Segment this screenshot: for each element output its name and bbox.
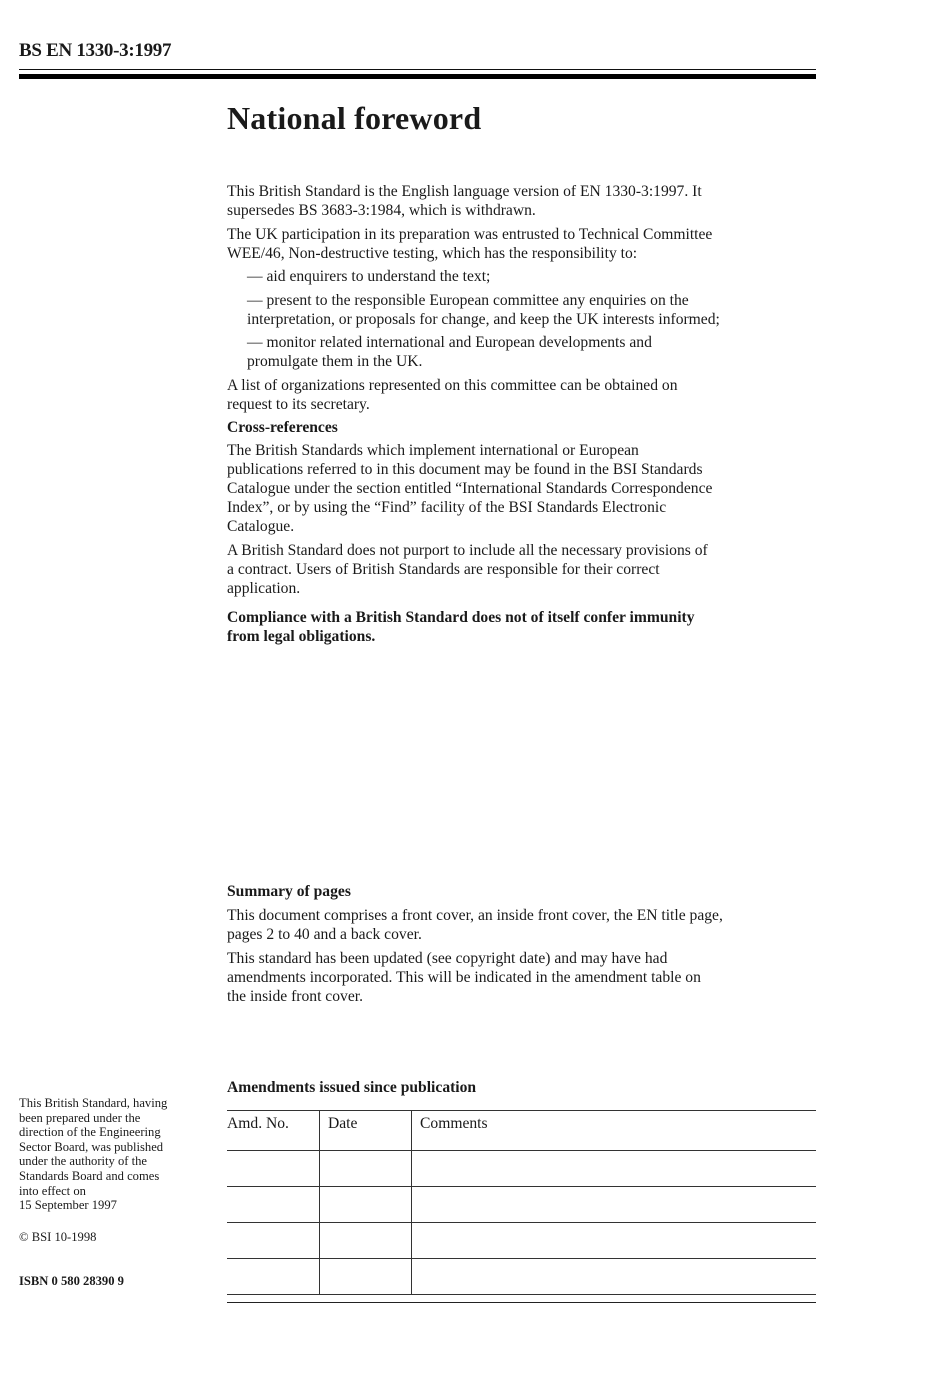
paragraph-cross-references: The British Standards which implement international or European publications referred to in this document may be found in the BSI Standards Catalogue under the section entitled “International Standards Correspondence Index”, or by using the “Find” facility of the BSI Standards Electronic Catalogue.: [227, 442, 713, 535]
compliance-notice: Compliance with a British Standard does not of itself confer immunity from legal obligations.: [227, 609, 695, 645]
document-id: BS EN 1330-3:1997: [19, 40, 172, 61]
paragraph-summary: This document comprises a front cover, an inside front cover, the EN title page, pages 2 to 40 and a back cover.: [227, 907, 723, 943]
table-cell: [227, 1223, 320, 1259]
table-row: [227, 1151, 816, 1187]
paragraph-updates: This standard has been updated (see copyright date) and may have had amendments incorporated. This will be indicated in the amendment table on the inside front cover.: [227, 950, 701, 1005]
cross-references-heading: Cross-references: [227, 419, 338, 436]
column-header-amd-no: Amd. No.: [227, 1111, 320, 1151]
list-item: — present to the responsible European committee any enquiries on the interpretation, or proposals for change, and keep the UK interests informed;: [247, 292, 720, 328]
summary-heading: Summary of pages: [227, 883, 351, 900]
table-cell: [320, 1151, 412, 1187]
page-title: National foreword: [227, 100, 482, 136]
table-row: [227, 1259, 816, 1295]
table-cell: [412, 1187, 817, 1223]
paragraph-committee: The UK participation in its preparation was entrusted to Technical Committee WEE/46, Non-destructive testing, which has the responsibility to:: [227, 226, 713, 262]
table-cell: [320, 1187, 412, 1223]
table-cell: [227, 1259, 320, 1295]
publication-note: This British Standard, having been prepared under the direction of the Engineering Sector Board, was published under the authority of the Standards Board and comes into effect on 15 September 1997: [19, 1096, 168, 1213]
paragraph-provisions: A British Standard does not purport to include all the necessary provisions of a contract. Users of British Standards are responsible for their correct application.: [227, 542, 708, 597]
isbn: ISBN 0 580 28390 9: [19, 1274, 124, 1288]
footer-rule: [227, 1302, 816, 1303]
header-rule-thin: [19, 69, 816, 70]
list-item: — aid enquirers to understand the text;: [247, 268, 491, 285]
column-header-comments: Comments: [412, 1111, 817, 1151]
table-cell: [320, 1259, 412, 1295]
amendments-heading: Amendments issued since publication: [227, 1079, 477, 1096]
table-cell: [412, 1259, 817, 1295]
list-item: — monitor related international and European developments and promulgate them in the UK.: [247, 334, 652, 370]
column-header-date: Date: [320, 1111, 412, 1151]
table-row: [227, 1187, 816, 1223]
table-header-row: [227, 1111, 816, 1151]
table-cell: [227, 1151, 320, 1187]
header-rule-thick: [19, 74, 816, 79]
table-cell: [412, 1151, 817, 1187]
table-cell: [412, 1223, 817, 1259]
copyright: © BSI 10-1998: [19, 1230, 97, 1244]
table-cell: [320, 1223, 412, 1259]
table-cell: [227, 1187, 320, 1223]
paragraph-intro: This British Standard is the English language version of EN 1330-3:1997. It supersedes BS 3683-3:1984, which is withdrawn.: [227, 183, 702, 219]
table-row: [227, 1223, 816, 1259]
paragraph-organizations: A list of organizations represented on this committee can be obtained on request to its secretary.: [227, 377, 678, 413]
amendments-table: [227, 1110, 816, 1295]
